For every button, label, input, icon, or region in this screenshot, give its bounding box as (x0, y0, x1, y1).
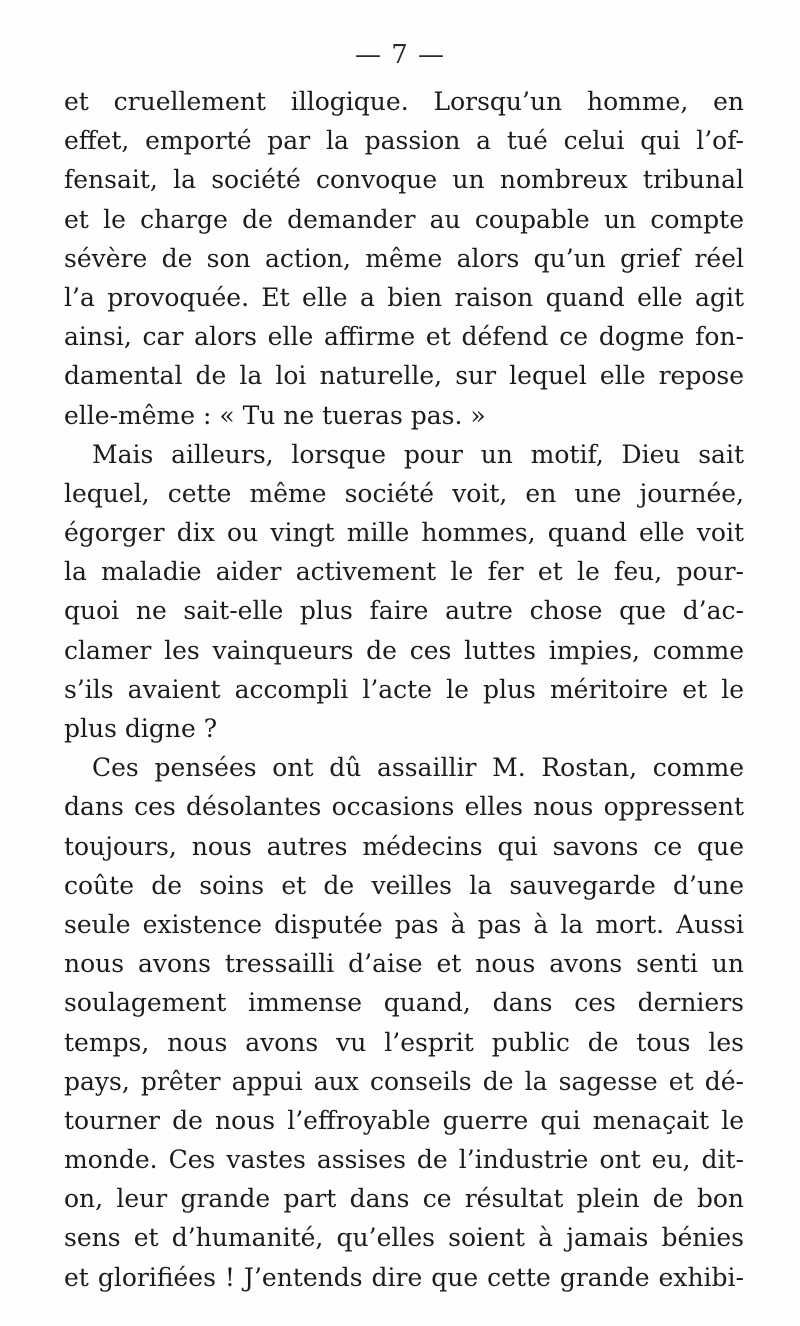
text-line: sens et d’humanité, qu’elles soient à jamais bénies (64, 1223, 744, 1253)
text-line: la maladie aider activement le fer et le feu, pour- (64, 557, 744, 587)
text-line: damental de la loi naturelle, sur lequel elle repose (64, 361, 744, 391)
text-line: monde. Ces vastes assises de l’industrie ont eu, dit- (64, 1145, 744, 1175)
text-line: nous avons tressailli d’aise et nous avons senti un (64, 949, 744, 979)
text-line: l’a provoquée. Et elle a bien raison quand elle agit (64, 282, 744, 312)
page-number: — 7 — (354, 40, 446, 70)
text-line: et cruellement illogique. Lorsqu’un homme, en (64, 87, 744, 116)
text-line: tourner de nous l’effroyable guerre qui menaçait le (64, 1105, 744, 1135)
text-line: elle-même : « Tu ne tueras pas. » (64, 400, 486, 430)
text-line: ainsi, car alors elle affirme et défend ce dogme fon- (64, 322, 744, 352)
text-line: soulagement immense quand, dans ces derniers (64, 988, 744, 1018)
text-line: clamer les vainqueurs de ces luttes impies, comme (64, 635, 744, 665)
text-line: seule existence disputée pas à pas à la mort. Aussi (64, 909, 744, 939)
text-line: égorger dix ou vingt mille hommes, quand elle voit (64, 518, 744, 548)
body-text (64, 82, 744, 1297)
text-line: et le charge de demander au coupable un compte (64, 204, 744, 234)
text-line: s’ils avaient accompli l’acte le plus méritoire et le (64, 674, 744, 704)
text-line: Mais ailleurs, lorsque pour un motif, Dieu sait (92, 439, 744, 469)
text-line: quoi ne sait-elle plus faire autre chose que d’ac- (64, 596, 744, 626)
text-line: pays, prêter appui aux conseils de la sagesse et dé- (64, 1066, 744, 1096)
text-line: temps, nous avons vu l’esprit public de tous les (64, 1027, 744, 1057)
text-line: plus digne ? (64, 714, 218, 743)
text-line: dans ces désolantes occasions elles nous oppressent (64, 792, 744, 822)
text-line: on, leur grande part dans ce résultat plein de bon (64, 1184, 744, 1214)
text-line: et glorifiées ! J’entends dire que cette grande exhibi- (64, 1262, 744, 1292)
text-line: sévère de son action, même alors qu’un grief réel (64, 243, 744, 273)
text-line: fensait, la société convoque un nombreux tribunal (64, 165, 744, 195)
text-line: Ces pensées ont dû assaillir M. Rostan, comme (92, 753, 744, 783)
text-line: lequel, cette même société voit, en une journée, (64, 478, 744, 508)
text-line: coûte de soins et de veilles la sauvegarde d’une (64, 870, 744, 900)
text-line: effet, emporté par la passion a tué celui qui l’of- (64, 126, 744, 156)
text-line: toujours, nous autres médecins qui savons ce que (64, 831, 744, 861)
